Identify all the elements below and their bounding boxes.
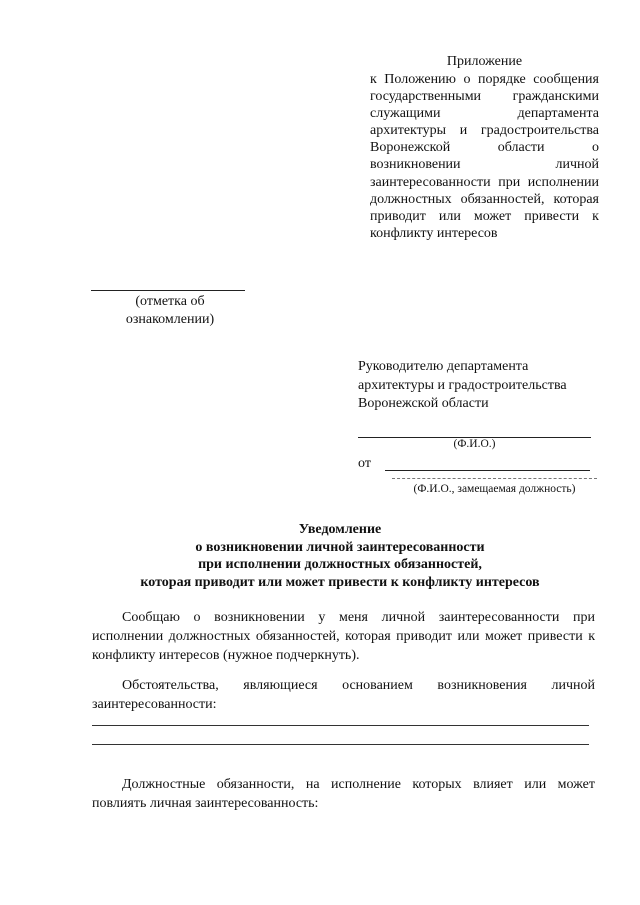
addressee-fio-label: (Ф.И.О.) <box>453 438 496 450</box>
notice-title-line1: Уведомление <box>298 522 382 537</box>
appendix-reference-text: к Положению о порядке сообщения государственными гражданскими служащими департамента архитектуры и градостроительства Воронежской области о возникновении личной заинтересованности при исполнении должностных обязанностей, которая приводит или может привести к конфликту интересов <box>370 72 599 241</box>
addressee-line1: Руководителю департамента <box>358 359 529 374</box>
addressee-line3: Воронежской области <box>358 396 489 411</box>
body-paragraph-1: Сообщаю о возникновении у меня личной заинтересованности при исполнении должностных обязанностей, которая приводит или может привести к конфликту интересов (нужное подчеркнуть). <box>92 610 595 663</box>
from-fill-line <box>385 470 590 471</box>
notice-title-line4: которая приводит или может привести к конфликту интересов <box>140 574 540 590</box>
from-fill-line-secondary <box>392 478 597 479</box>
notice-title <box>90 521 590 591</box>
circumstances-fill-line-2 <box>92 744 589 745</box>
body-paragraph-2: Обстоятельства, являющиеся основанием возникновения личной заинтересованности: <box>92 678 595 712</box>
body-paragraph-3: Должностные обязанности, на исполнение которых влияет или может повлиять личная заинтересованность: <box>92 777 595 811</box>
addressee-line2: архитектуры и градостроительства <box>358 377 567 393</box>
notice-title-line3: при исполнении должностных обязанностей, <box>198 557 482 572</box>
addressee-block <box>358 358 598 414</box>
acknowledgement-signature-line <box>91 290 245 291</box>
circumstances-fill-line-1 <box>92 725 589 726</box>
acknowledgement-label <box>100 293 240 329</box>
acknowledgement-label-line1: (отметка об <box>135 294 205 309</box>
from-label: от <box>358 456 371 471</box>
appendix-title: Приложение <box>446 54 523 69</box>
acknowledgement-label-line2: ознакомлении) <box>125 312 215 327</box>
sender-position-label: (Ф.И.О., замещаемая должность) <box>413 483 576 495</box>
notice-title-line2: о возникновении личной заинтересованности <box>195 539 485 555</box>
